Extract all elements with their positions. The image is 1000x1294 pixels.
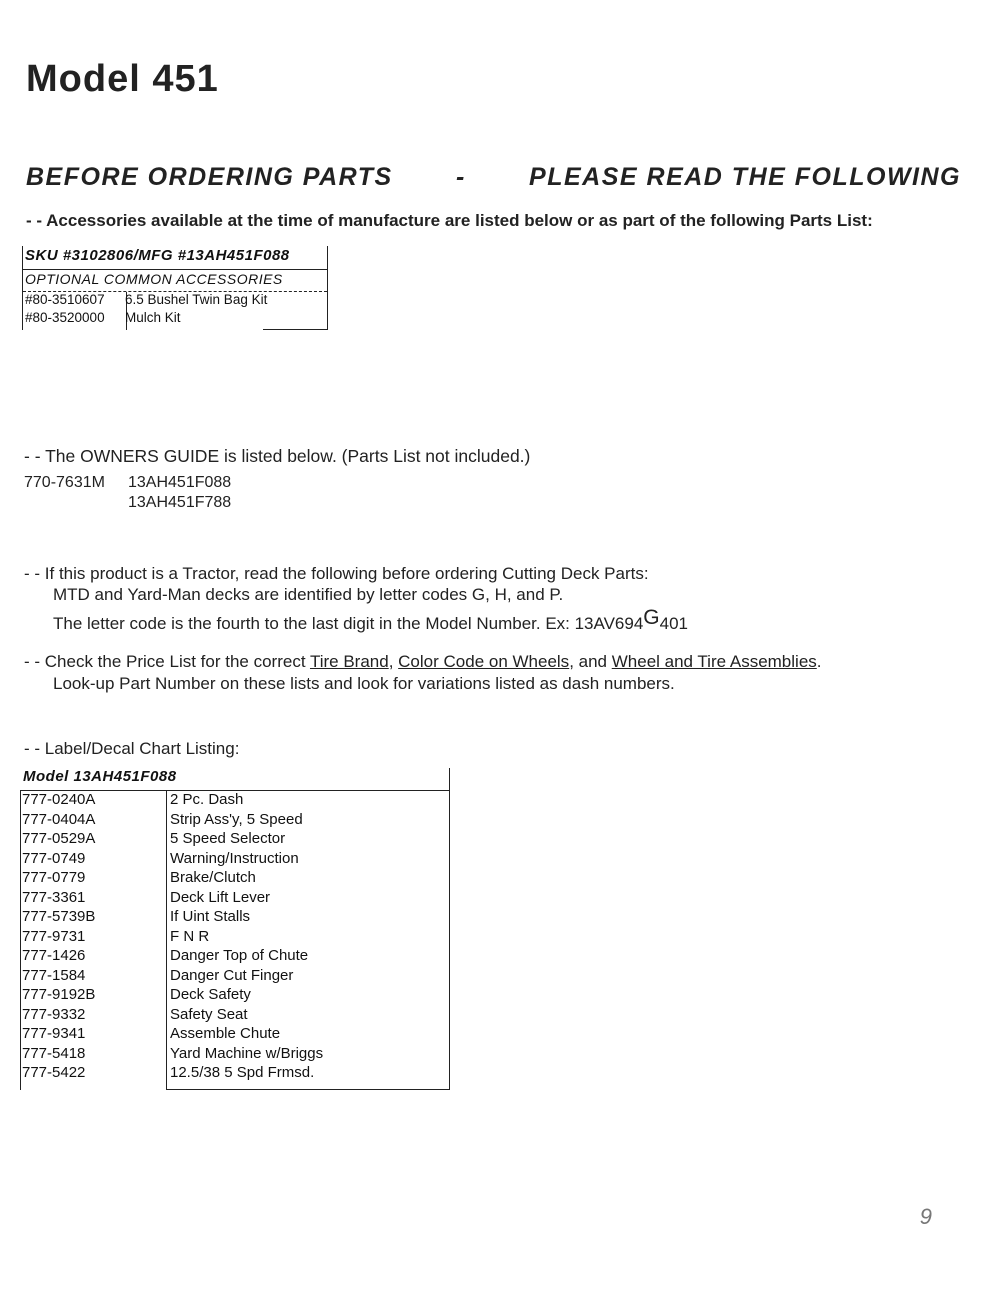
tractor-note-suffix: 401 — [659, 614, 689, 633]
decal-part: 777-9731 — [22, 927, 86, 945]
price-list-line2: Look-up Part Number on these lists and look for variations listed as dash numbers. — [53, 674, 675, 693]
decal-part: 777-5418 — [22, 1044, 86, 1062]
accessory-description: Mulch Kit — [125, 310, 181, 325]
decal-table — [20, 766, 450, 1090]
decal-desc: Warning/Instruction — [170, 849, 299, 867]
tire-brand-link: Tire Brand — [309, 652, 389, 671]
accessories-section-label: OPTIONAL COMMON ACCESSORIES — [25, 271, 283, 287]
decal-desc: Safety Seat — [170, 1005, 248, 1023]
accessory-part-number: #80-3510607 — [25, 292, 105, 307]
table-row — [22, 907, 440, 927]
accessory-row — [25, 310, 181, 325]
decal-part: 777-0240A — [22, 791, 96, 809]
tractor-note-line2: MTD and Yard-Man decks are identified by letter codes G, H, and P. — [53, 585, 564, 604]
table-row — [22, 888, 440, 908]
accessory-part-number: #80-3520000 — [25, 310, 105, 325]
tractor-note-line1: - - If this product is a Tractor, read the following before ordering Cutting Deck Parts: — [24, 564, 649, 583]
table-row — [22, 946, 440, 966]
decal-part: 777-5739B — [22, 908, 96, 926]
table-row — [22, 985, 440, 1005]
decal-desc: If Uint Stalls — [170, 908, 251, 926]
page-title: Model 451 — [26, 58, 219, 100]
table-row — [22, 966, 440, 986]
ordering-heading — [26, 163, 961, 192]
decal-table-header: Model 13AH451F088 — [23, 768, 177, 785]
price-list-sep: , and — [569, 652, 612, 671]
decal-desc: Yard Machine w/Briggs — [170, 1044, 324, 1062]
price-list-suffix: . — [816, 652, 822, 671]
decal-desc: 5 Speed Selector — [170, 830, 286, 848]
price-list-note — [24, 652, 822, 672]
decal-desc: F N R — [170, 927, 210, 945]
table-row — [22, 1044, 440, 1064]
ordering-heading-dash: - — [455, 163, 466, 191]
decal-intro: - - Label/Decal Chart Listing: — [24, 739, 240, 758]
decal-desc: 2 Pc. Dash — [170, 791, 244, 809]
decal-desc: Brake/Clutch — [170, 869, 256, 887]
decal-part: 777-0779 — [22, 869, 86, 887]
decal-desc: Danger Cut Finger — [170, 966, 294, 984]
table-row — [22, 1005, 440, 1025]
owners-guide-part: 770-7631M — [24, 474, 105, 491]
accessories-intro: - - Accessories available at the time of manufacture are listed below or as part of the following Parts List: — [26, 211, 873, 230]
decal-part: 777-1426 — [22, 947, 86, 965]
owners-guide-intro: - - The OWNERS GUIDE is listed below. (Parts List not included.) — [24, 446, 531, 466]
price-list-sep: , — [388, 652, 399, 671]
decal-part: 777-1584 — [22, 966, 86, 984]
table-row — [22, 849, 440, 869]
tractor-note-code: G — [643, 606, 660, 629]
decal-part: 777-0529A — [22, 830, 96, 848]
ordering-heading-right: PLEASE READ THE FOLLOWING — [529, 163, 961, 191]
color-code-link: Color Code on Wheels — [398, 652, 570, 671]
decal-part: 777-5422 — [22, 1064, 86, 1082]
table-row — [22, 868, 440, 888]
owners-guide-model: 13AH451F788 — [128, 494, 232, 511]
decal-desc: Danger Top of Chute — [170, 947, 309, 965]
wheel-tire-link: Wheel and Tire Assemblies — [611, 652, 817, 671]
decal-part: 777-0749 — [22, 849, 86, 867]
table-row — [22, 829, 440, 849]
owners-guide-model: 13AH451F088 — [128, 474, 232, 491]
table-row — [22, 927, 440, 947]
table-row — [22, 790, 440, 810]
decal-desc: Deck Safety — [170, 986, 251, 1004]
decal-part: 777-0404A — [22, 810, 96, 828]
decal-desc: 12.5/38 5 Spd Frmsd. — [170, 1064, 315, 1082]
decal-part: 777-9341 — [22, 1025, 86, 1043]
decal-part: 777-3361 — [22, 888, 86, 906]
table-row — [22, 810, 440, 830]
decal-desc: Strip Ass'y, 5 Speed — [170, 810, 303, 828]
ordering-heading-left: BEFORE ORDERING PARTS — [26, 163, 393, 191]
page-mark: 9 — [919, 1204, 932, 1229]
accessories-box — [22, 246, 328, 330]
table-row — [22, 1024, 440, 1044]
tractor-note-example: The letter code is the fourth to the last digit in the Model Number. Ex: 13AV694 — [53, 614, 644, 633]
price-list-prefix: - - Check the Price List for the correct — [24, 652, 310, 671]
decal-desc: Assemble Chute — [170, 1025, 281, 1043]
accessory-description: 6.5 Bushel Twin Bag Kit — [125, 292, 268, 307]
table-row — [22, 1063, 440, 1083]
accessories-sku: SKU #3102806/MFG #13AH451F088 — [25, 247, 290, 264]
decal-part: 777-9332 — [22, 1005, 86, 1023]
decal-part: 777-9192B — [22, 986, 96, 1004]
tractor-note-line3 — [53, 606, 689, 635]
accessory-row — [25, 292, 267, 307]
decal-desc: Deck Lift Lever — [170, 888, 271, 906]
